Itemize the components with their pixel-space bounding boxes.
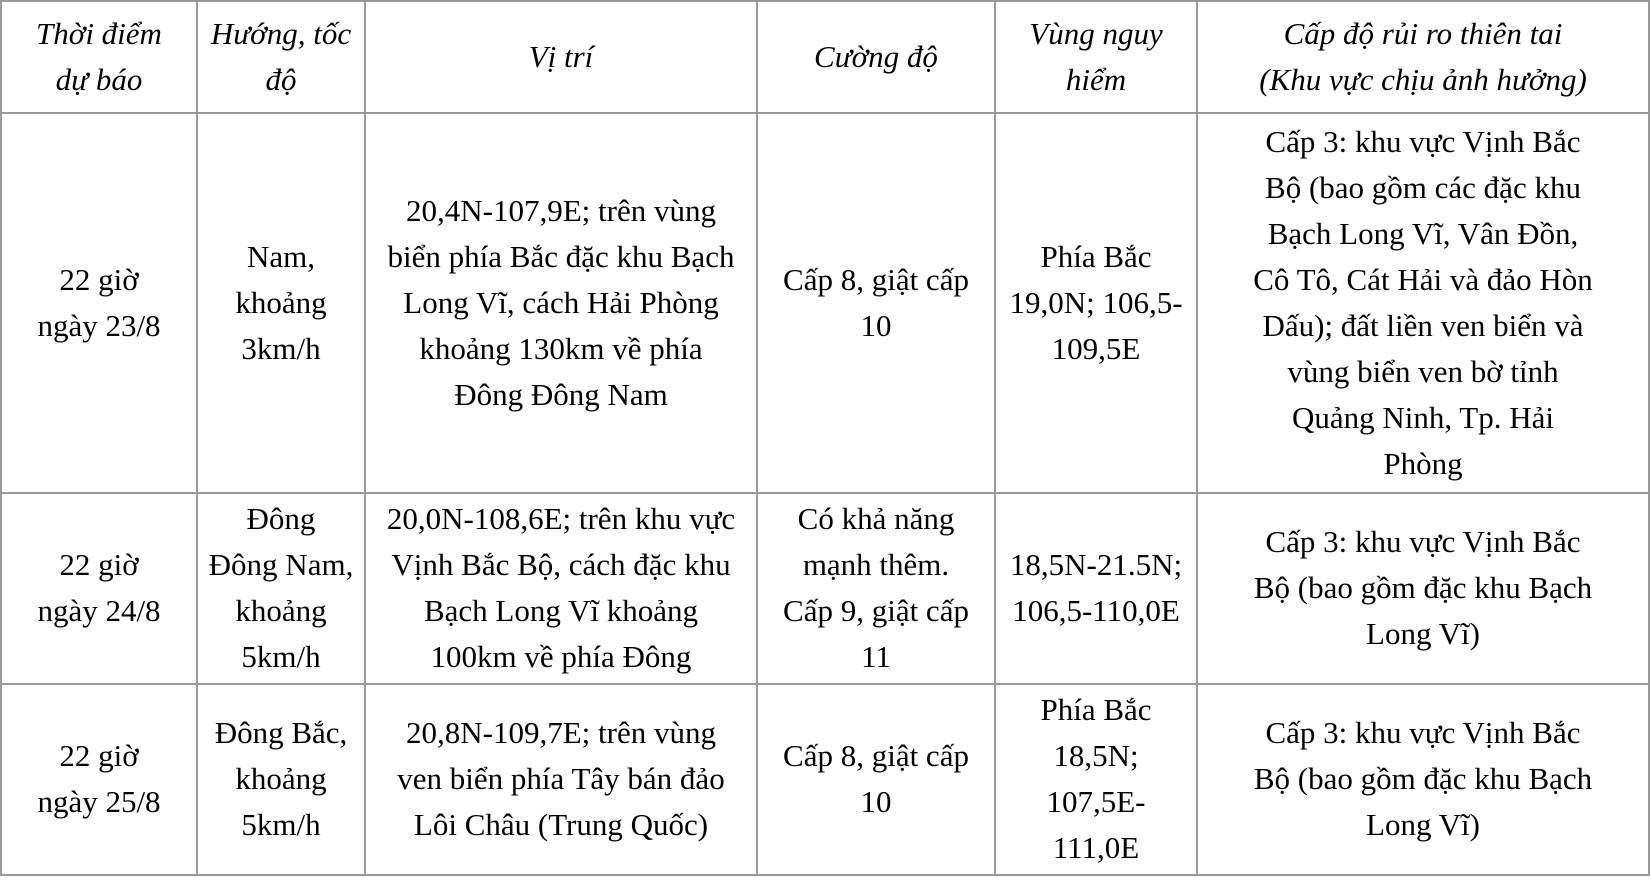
cell-time: 22 giờ ngày 25/8 xyxy=(1,684,197,875)
table-row xyxy=(1,113,1649,493)
cell-risk-level: Cấp 3: khu vực Vịnh Bắc Bộ (bao gồm các đặc khu Bạch Long Vĩ, Vân Đồn, Cô Tô, Cát Hải và đảo Hòn Dấu); đất liền ven biển và vùng biển ven bờ tỉnh Quảng Ninh, Tp. Hải Phòng xyxy=(1197,113,1649,493)
cell-time: 22 giờ ngày 24/8 xyxy=(1,493,197,684)
header-risk-level: Cấp độ rủi ro thiên tai (Khu vực chịu ảnh hưởng) xyxy=(1197,1,1649,113)
cell-risk-level: Cấp 3: khu vực Vịnh Bắc Bộ (bao gồm đặc khu Bạch Long Vĩ) xyxy=(1197,684,1649,875)
cell-intensity: Cấp 8, giật cấp 10 xyxy=(757,113,995,493)
header-position: Vị trí xyxy=(365,1,757,113)
cell-position: 20,8N-109,7E; trên vùng ven biển phía Tây bán đảo Lôi Châu (Trung Quốc) xyxy=(365,684,757,875)
cell-direction: Nam, khoảng 3km/h xyxy=(197,113,365,493)
table-row xyxy=(1,684,1649,875)
cell-direction: Đông Đông Nam, khoảng 5km/h xyxy=(197,493,365,684)
header-forecast-time: Thời điểm dự báo xyxy=(1,1,197,113)
cell-time: 22 giờ ngày 23/8 xyxy=(1,113,197,493)
cell-intensity: Cấp 8, giật cấp 10 xyxy=(757,684,995,875)
cell-position: 20,4N-107,9E; trên vùng biển phía Bắc đặc khu Bạch Long Vĩ, cách Hải Phòng khoảng 130km về phía Đông Đông Nam xyxy=(365,113,757,493)
cell-intensity: Có khả năng mạnh thêm. Cấp 9, giật cấp 11 xyxy=(757,493,995,684)
cell-danger-zone: Phía Bắc 18,5N; 107,5E- 111,0E xyxy=(995,684,1197,875)
cell-direction: Đông Bắc, khoảng 5km/h xyxy=(197,684,365,875)
table-header-row xyxy=(1,1,1649,113)
header-direction-speed: Hướng, tốc độ xyxy=(197,1,365,113)
table-row xyxy=(1,493,1649,684)
header-danger-zone: Vùng nguy hiểm xyxy=(995,1,1197,113)
cell-danger-zone: 18,5N-21.5N; 106,5-110,0E xyxy=(995,493,1197,684)
cell-position: 20,0N-108,6E; trên khu vực Vịnh Bắc Bộ, cách đặc khu Bạch Long Vĩ khoảng 100km về phía Đông xyxy=(365,493,757,684)
cell-danger-zone: Phía Bắc 19,0N; 106,5- 109,5E xyxy=(995,113,1197,493)
header-intensity: Cường độ xyxy=(757,1,995,113)
cell-risk-level: Cấp 3: khu vực Vịnh Bắc Bộ (bao gồm đặc khu Bạch Long Vĩ) xyxy=(1197,493,1649,684)
